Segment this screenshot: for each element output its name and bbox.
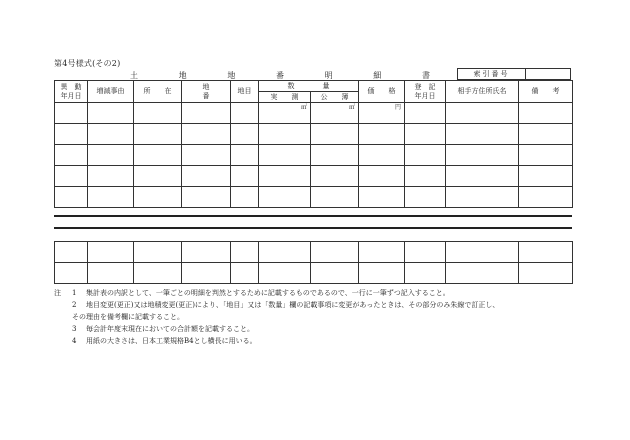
header-price: 価 格 — [359, 81, 405, 103]
table-row — [55, 103, 573, 124]
note-item: 注 1 集計表の内訳として、一筆ごとの明細を判然とするために記載するものであるので、一行に一筆ずつ記入すること。 — [54, 289, 450, 297]
table-row — [55, 166, 573, 187]
header-land-category: 地目 — [231, 81, 259, 103]
header-reason: 増減事由 — [88, 81, 134, 103]
title-char: 土 — [130, 71, 138, 80]
title-char: 番 — [275, 71, 284, 80]
notes-prefix: 注 — [54, 289, 61, 297]
table-row — [55, 124, 573, 145]
title-char: 明 — [324, 71, 333, 80]
table-row — [55, 242, 573, 263]
title-char: 書 — [421, 71, 430, 80]
index-number-field[interactable] — [526, 69, 570, 79]
header-counterparty: 相手方住所氏名 — [446, 81, 519, 103]
table-row — [55, 187, 573, 208]
header-remarks: 備 考 — [519, 81, 573, 103]
note-item: 4 用紙の大きさは、日本工業規格B4とし横長に用いる。 — [72, 337, 257, 345]
note-item: 2 地目変更(更正)又は地積変更(更正)により、「地目」又は「数量」欄の記載事項に変更があったときは、その部分のみ朱線で訂正し、 — [72, 301, 500, 309]
unit-yen: 円 — [394, 104, 401, 111]
title-char: 細 — [373, 71, 382, 80]
notes-section — [54, 287, 574, 347]
separator-line — [54, 215, 572, 217]
header-lot-number: 地 番 — [182, 81, 231, 103]
header-change-date: 異 動 年月日 — [55, 81, 88, 103]
index-number-label: 索引番号 — [458, 69, 526, 79]
title-char: 地 — [178, 71, 187, 80]
separator-line — [54, 227, 572, 229]
header-registration-date: 登 記 年月日 — [405, 81, 446, 103]
header-actual: 実 測 — [259, 92, 311, 103]
table-row — [55, 263, 573, 284]
continuation-table — [54, 241, 573, 284]
note-item: 3 毎会計年度末現在においての合計額を記載すること。 — [72, 325, 254, 333]
unit-sqm: ㎡ — [348, 104, 355, 111]
header-official: 公 簿 — [311, 92, 359, 103]
unit-sqm: ㎡ — [300, 104, 307, 111]
header-location: 所 在 — [134, 81, 182, 103]
form-number: 第4号様式(その2) — [54, 59, 121, 68]
title-char: 地 — [227, 71, 236, 80]
header-quantity: 数 量 — [259, 81, 359, 92]
table-row — [55, 145, 573, 166]
index-number-box — [457, 68, 571, 80]
land-detail-table — [54, 80, 573, 208]
note-continuation: その理由を備考欄に記載すること。 — [72, 313, 184, 321]
